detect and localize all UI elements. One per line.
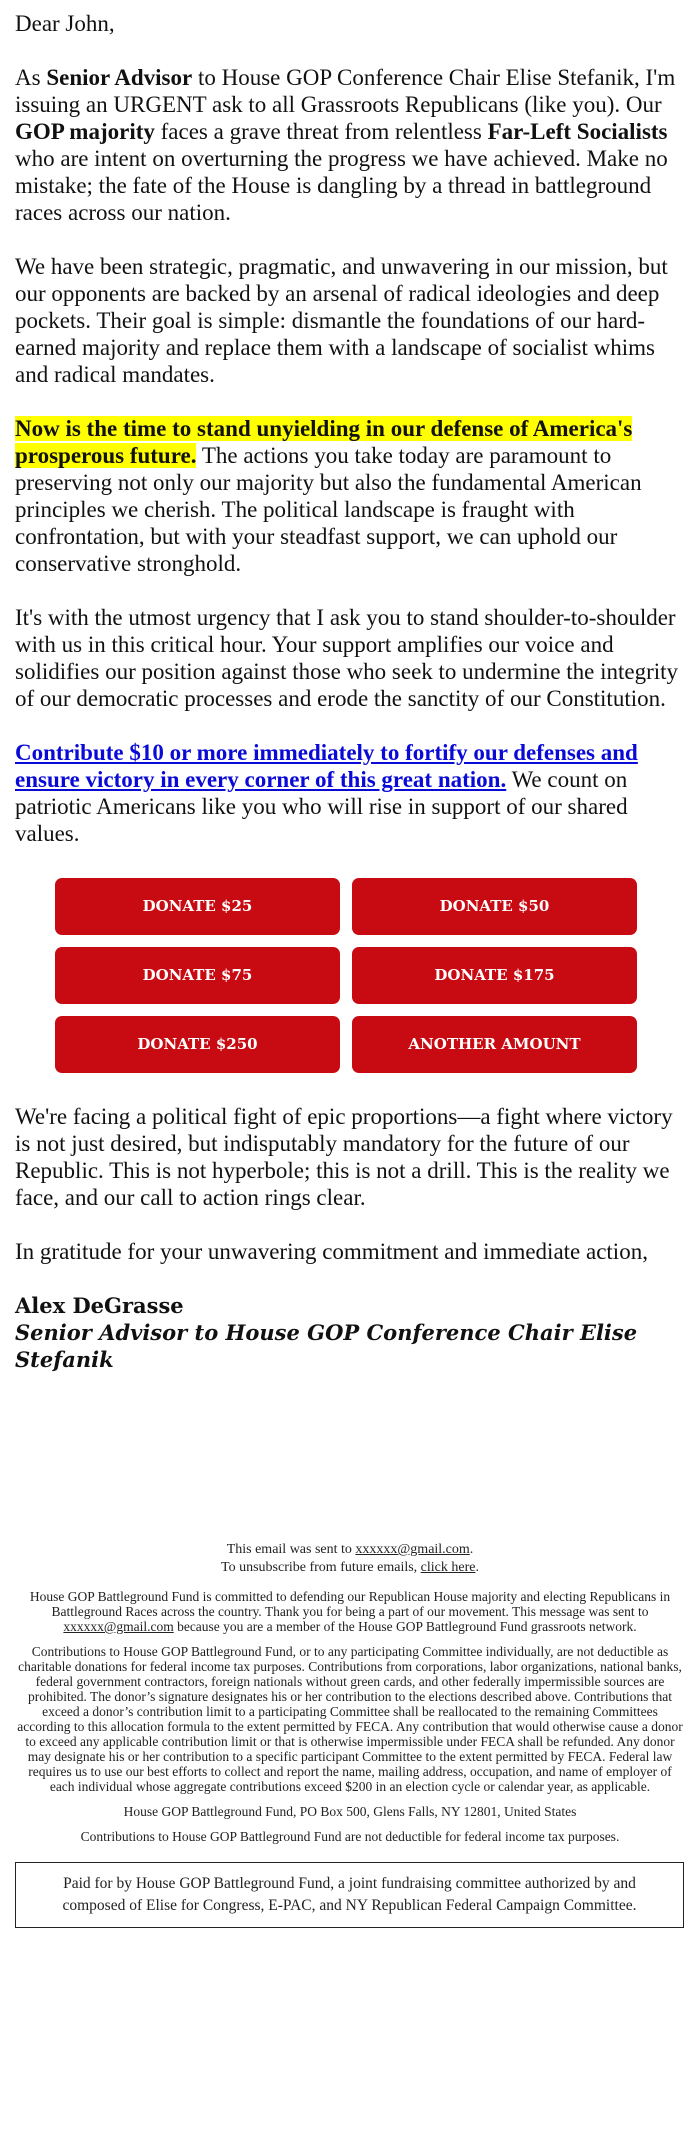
- paragraph-epic-fight: We're facing a political fight of epic proportions—a fight where victory is not just desired, but indisputably mandatory for the future of our Republic. This is not hyperbole; this is not a drill. This is the reality we face, and our call to action rings clear.: [15, 1104, 673, 1210]
- paid-for-disclaimer-box: Paid for by House GOP Battleground Fund, a joint fundraising committee authorized by and composed of Elise for Congress, E-PAC, and NY Republican Federal Campaign Committee.: [15, 1862, 684, 1928]
- about-fund-text: House GOP Battleground Fund is committed to defending our Republican House majority and electing Republicans in Battleground Races across the country. Thank you for being a part of our movement. This message was sent to xxxxxx@gmail.com because you are a member of the House GOP Battleground Fund grassroots network.: [29, 1589, 671, 1634]
- tax-deductibility-note: Contributions to House GOP Battleground Fund are not deductible for federal income tax purposes.: [80, 1829, 620, 1844]
- donate-button-grid: [55, 874, 685, 1073]
- signature-title: Senior Advisor to House GOP Conference Chair Elise Stefanik: [15, 1320, 638, 1372]
- email-footer: [0, 1541, 700, 1928]
- recipient-email-link-2[interactable]: xxxxxx@gmail.com: [63, 1619, 174, 1634]
- donate-175-button[interactable]: DONATE $175: [352, 947, 637, 1004]
- emphasis-gop-majority: GOP majority: [15, 119, 155, 144]
- donate-250-button[interactable]: DONATE $250: [55, 1016, 340, 1073]
- paragraph-opponents: We have been strategic, pragmatic, and unwavering in our mission, but our opponents are backed by an arsenal of radical ideologies and deep pockets. Their goal is simple: dismantle the foundations of our hard-earned majority and replace them with a landscape of socialist whims and radical mandates.: [15, 254, 668, 387]
- sent-to-notice: This email was sent to xxxxxx@gmail.com. To unsubscribe from future emails, click here.: [221, 1542, 479, 1575]
- greeting: Dear John,: [15, 11, 115, 36]
- signature-block: [15, 1292, 685, 1373]
- another-amount-button[interactable]: ANOTHER AMOUNT: [352, 1016, 637, 1073]
- contribute-link[interactable]: Contribute $10 or more immediately to fortify our defenses and ensure victory in every corner of this great nation.: [15, 740, 638, 792]
- mailing-address: House GOP Battleground Fund, PO Box 500, Glens Falls, NY 12801, United States: [123, 1804, 577, 1819]
- donate-75-button[interactable]: DONATE $75: [55, 947, 340, 1004]
- emphasis-far-left-socialists: Far-Left Socialists: [487, 119, 668, 144]
- recipient-email-link[interactable]: xxxxxx@gmail.com: [355, 1542, 470, 1557]
- signature-name: Alex DeGrasse: [15, 1293, 184, 1318]
- closing-line: In gratitude for your unwavering commitment and immediate action,: [15, 1239, 648, 1264]
- emphasis-senior-advisor: Senior Advisor: [46, 65, 193, 90]
- highlighted-statement: Now is the time to stand unyielding in our defense of America's prosperous future.: [15, 416, 633, 468]
- paragraph-contribute: Contribute $10 or more immediately to fortify our defenses and ensure victory in every corner of this great nation. We count on patriotic Americans like you who will rise in support of our shared values.: [15, 740, 638, 846]
- donate-50-button[interactable]: DONATE $50: [352, 878, 637, 935]
- donate-25-button[interactable]: DONATE $25: [55, 878, 340, 935]
- paragraph-call-to-stand: Now is the time to stand unyielding in our defense of America's prosperous future. The actions you take today are paramount to preserving not only our majority but also the fundamental American principles we cherish. The political landscape is fraught with confrontation, but with your steadfast support, we can uphold our conservative stronghold.: [15, 416, 642, 576]
- legal-disclaimer: Contributions to House GOP Battleground Fund, or to any participating Committee individually, are not deductible as charitable donations for federal income tax purposes. Contributions from corporations, labor organizations, national banks, federal government contractors, foreign nationals without green cards, and other federally impermissible sources are prohibited. The donor’s signature designates his or her contribution to the elections described above. Contributions that exceed a donor’s contribution limit to a participating Committee shall be reallocated to the remaining Committees according to this allocation formula to the extent permitted by FECA. Any contribution that would otherwise cause a donor to exceed any applicable contribution limit or that is otherwise impermissible under FECA shall be refunded. Any donor may designate his or her contribution to a specific participant Committee to the extent permitted by FECA. Federal law requires us to use our best efforts to collect and report the name, mailing address, occupation, and name of employer of each individual whose aggregate contributions exceed $200 in an election cycle or calendar year, as applicable.: [17, 1644, 683, 1794]
- paragraph-intro: As Senior Advisor to House GOP Conference Chair Elise Stefanik, I'm issuing an URGENT ask to all Grassroots Republicans (like you). Our GOP majority faces a grave threat from relentless Far-Left Socialists who are intent on overturning the progress we have achieved. Make no mistake; the fate of the House is dangling by a thread in battleground races across our nation.: [15, 65, 676, 225]
- unsubscribe-link[interactable]: click here: [420, 1560, 476, 1575]
- paragraph-urgency: It's with the utmost urgency that I ask you to stand shoulder-to-shoulder with us in this critical hour. Your support amplifies our voice and solidifies our position against those who seek to undermine the integrity of our democratic processes and erode the sanctity of our Constitution.: [15, 605, 679, 711]
